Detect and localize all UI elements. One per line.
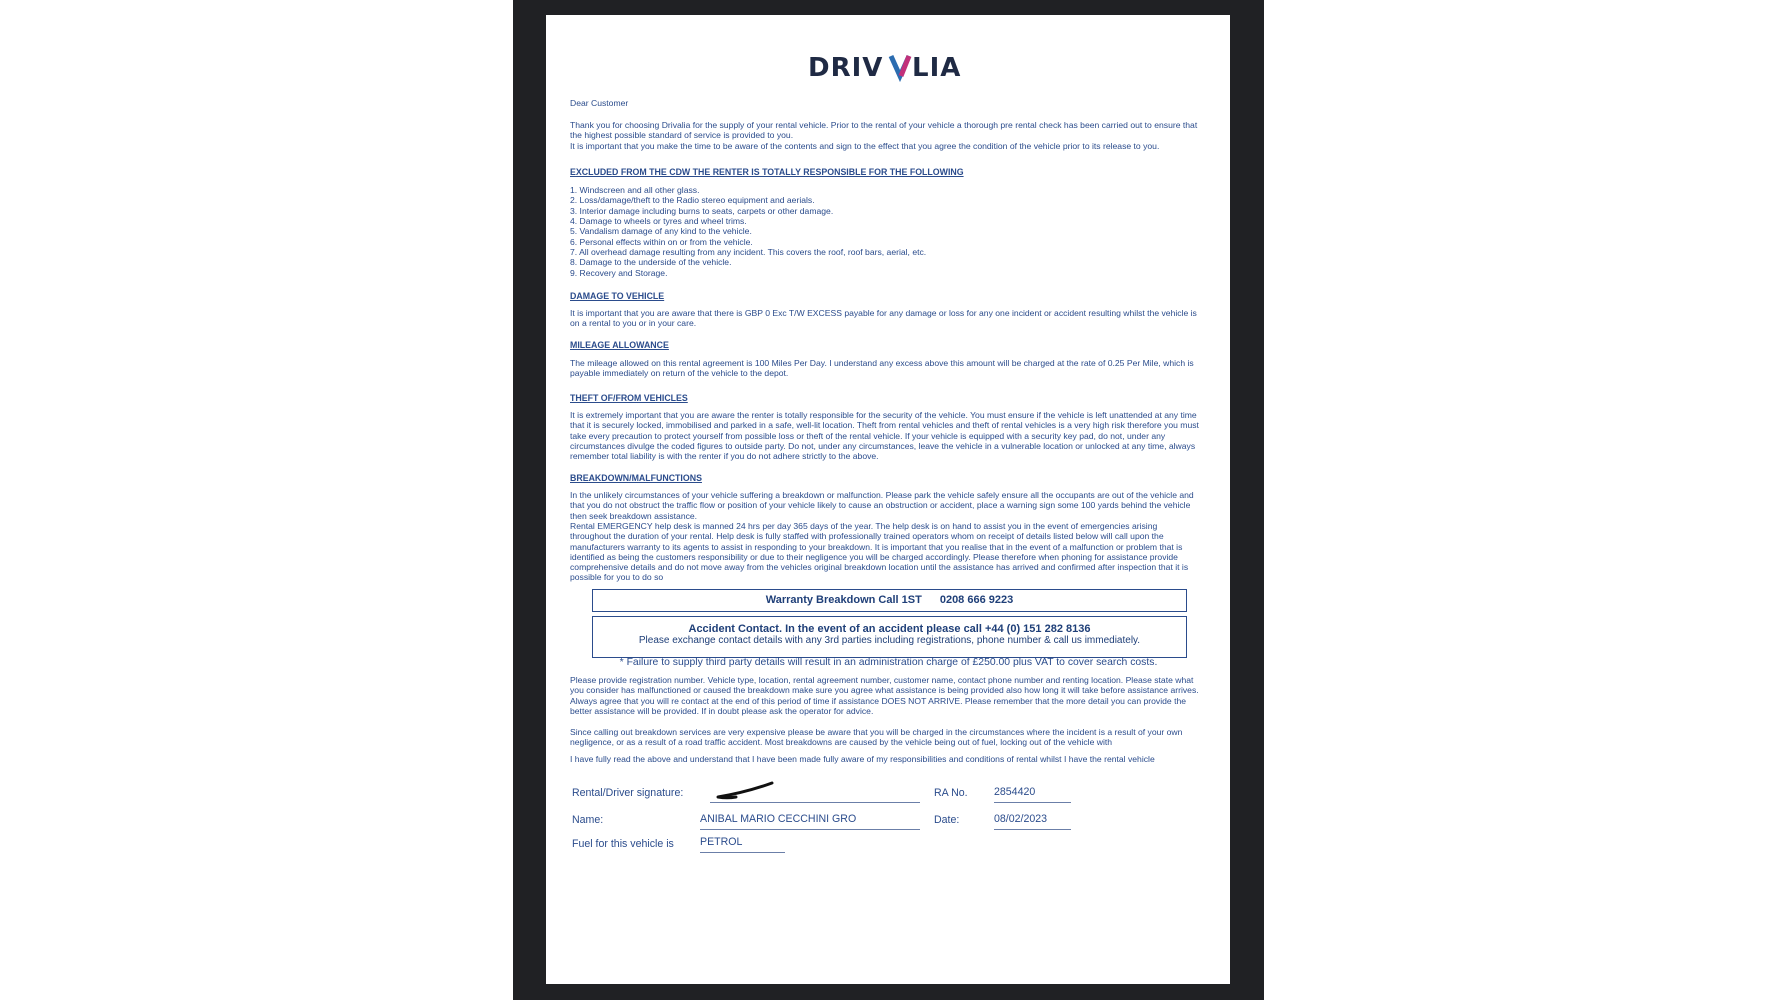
svg-text:DRIV: DRIV <box>808 53 884 82</box>
provide-details-text: Please provide registration number. Vehicle type, location, rental agreement number, customer name, contact phone number and renting location. Please state what you consider has malfunctioned or caused the breakdown make sure you agree what assistance is being provided also how long it will take before assistance arrives. Always agree that you will re contact at the end of this period of time if assistance DOES NOT ARRIVE. Please remember that the more detail you can provide the better assistance will be provided. If in doubt please ask the operator for advice. <box>570 675 1199 716</box>
date-label: Date: <box>934 814 960 826</box>
intro-paragraph: Thank you for choosing Drivalia for the supply of your rental vehicle. Prior to the rental of your vehicle a thorough pre rental check has been carried out to ensure that the highest possible standard of service is provided to you. <box>570 120 1198 141</box>
list-item: 8. Damage to the underside of the vehicle. <box>570 257 732 268</box>
warranty-number: 0208 666 9223 <box>939 594 1014 606</box>
accident-instructions: Please exchange contact details with any 3rd parties including registrations, phone number & call us immediately. <box>638 635 1141 647</box>
signature-image <box>710 779 780 803</box>
drivalia-logo <box>546 52 1230 89</box>
fuel-field[interactable]: PETROL <box>700 837 785 853</box>
intro-paragraph: It is important that you make the time to be aware of the contents and sign to the effect that you agree the condition of the vehicle prior to its release to you. <box>570 140 1160 151</box>
ra-label: RA No. <box>934 787 968 799</box>
accident-contact-box <box>592 616 1187 658</box>
intro-text <box>570 120 1200 151</box>
date-field[interactable]: 08/02/2023 <box>994 814 1071 830</box>
name-field[interactable]: ANIBAL MARIO CECCHINI GRO <box>700 814 920 830</box>
accident-contact-line: Accident Contact. In the event of an accident please call +44 (0) 151 282 8136 <box>688 623 1091 635</box>
damage-heading: DAMAGE TO VEHICLE <box>570 291 665 301</box>
list-item: 7. All overhead damage resulting from any incident. This covers the roof, roof bars, aerial, etc. <box>570 247 927 258</box>
list-item: 3. Interior damage including burns to seats, carpets or other damage. <box>570 205 834 216</box>
ra-number-field[interactable]: 2854420 <box>994 787 1071 803</box>
breakdown-text-2: Rental EMERGENCY help desk is manned 24 hrs per day 365 days of the year. The help desk is on hand to assist you in the event of emergencies arising throughout the duration of your rental. Help desk is fully staffed with professionally trained operators whom on receipt of details listed below will call upon the manufacturers warranty to its agents to assist in responding to your breakdown. It is important that you realise that in the event of a malfunction or problem that is identified as being the customers responsibility or due to their negligence you will be charged accordingly. Please therefore when phoning for assistance provide comprehensive details and do not move away from the vehicles original breakdown location until the assistance has arrived and confirmed after inspection that it is possible for you to do so <box>570 521 1189 583</box>
warranty-breakdown-box <box>592 589 1187 612</box>
callout-charges-text: Since calling out breakdown services are very expensive please be aware that you will be charged in the circumstances where the incident is a result of your own negligence, or as a result of a road traffic accident. Most breakdowns are caused by the vehicle being out of fuel, locking out of the vehicle with <box>570 727 1183 748</box>
warranty-label: Warranty Breakdown Call 1ST <box>765 594 922 606</box>
mileage-heading: MILEAGE ALLOWANCE <box>570 340 669 350</box>
list-item: 5. Vandalism damage of any kind to the vehicle. <box>570 226 752 237</box>
mileage-text: The mileage allowed on this rental agreement is 100 Miles Per Day. I understand any excess above this amount will be charged at the rate of 0.25 Per Mile, which is payable immediately on return of the vehicle to the depot. <box>570 358 1194 379</box>
excluded-heading: EXCLUDED FROM THE CDW THE RENTER IS TOTALLY RESPONSIBLE FOR THE FOLLOWING <box>570 167 964 177</box>
theft-heading: THEFT OF/FROM VEHICLES <box>570 393 688 403</box>
declaration-text: I have fully read the above and understand that I have been made fully aware of my responsibilities and conditions of rental whilst I have the rental vehicle <box>570 754 1155 764</box>
svg-text:LIA: LIA <box>912 53 962 82</box>
list-item: 9. Recovery and Storage. <box>570 267 668 278</box>
list-item: 4. Damage to wheels or tyres and wheel trims. <box>570 216 747 227</box>
breakdown-text-1: In the unlikely circumstances of your vehicle suffering a breakdown or malfunction. Please park the vehicle safely ensure all the occupants are out of the vehicle and that you do not obstruct the traffic flow or position of your vehicle likely to cause an obstruction or accident, place a warning sign some 100 yards behind the vehicle then seek breakdown assistance. <box>570 490 1194 521</box>
damage-text: It is important that you are aware that there is GBP 0 Exc T/W EXCESS payable for any damage or loss for any one incident or accident resulting whilst the vehicle is on a rental to you or in your care. <box>570 308 1197 329</box>
signature-label: Rental/Driver signature: <box>572 787 684 799</box>
breakdown-heading: BREAKDOWN/MALFUNCTIONS <box>570 473 702 483</box>
list-item: 6. Personal effects within on or from the vehicle. <box>570 236 753 247</box>
greeting: Dear Customer <box>570 98 629 108</box>
fuel-label: Fuel for this vehicle is <box>572 838 674 850</box>
failure-note: * Failure to supply third party details will result in an administration charge of £250.00 plus VAT to cover search costs. <box>619 657 1158 668</box>
name-label: Name: <box>572 814 604 826</box>
theft-text: It is extremely important that you are aware the renter is totally responsible for the security of the vehicle. You must ensure if the vehicle is left unattended at any time that it is securely locked, immobilised and parked in a safe, well-lit location. Theft from rental vehicles and theft of rental vehicles is a very high risk therefore you must take every precaution to protect yourself from possible loss or theft of the rental vehicle. If your vehicle is equipped with a security key pad, do not, under any circumstances divulge the coded figures to outside party. Do not, under any circumstances, leave the vehicle in a vulnerable location or unlocked at any time, always remember total liability is with the renter if you do not adhere strictly to the above. <box>570 410 1199 462</box>
document-page <box>546 15 1230 984</box>
excluded-list <box>570 185 926 278</box>
list-item: 2. Loss/damage/theft to the Radio stereo equipment and aerials. <box>570 195 815 206</box>
list-item: 1. Windscreen and all other glass. <box>570 185 700 195</box>
